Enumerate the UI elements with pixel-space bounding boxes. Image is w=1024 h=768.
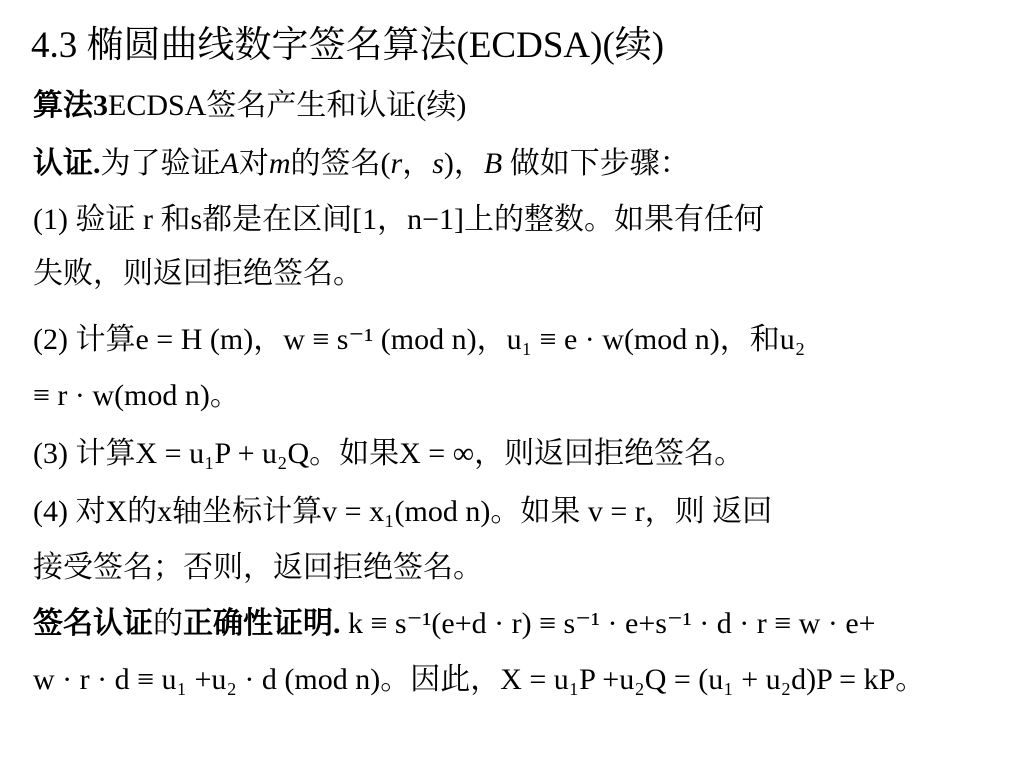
verify-part-5: 做如下步骤： (502, 147, 690, 180)
step-4-line-1: (4) 对X的x轴坐标计算v = x₁(mod n)。如果 v = r，则 返回 (33, 495, 773, 528)
step-2-line-2: ≡ r · w(mod n)。 (33, 379, 240, 412)
verify-part-4: )， (443, 147, 484, 180)
page-title: 4.3 椭圆曲线数字签名算法(ECDSA)(续) (31, 25, 665, 66)
proof-line-1 (33, 604, 876, 644)
verify-var-m: m (268, 147, 291, 180)
verify-var-s: s (432, 147, 444, 180)
proof-formula-1: k ≡ s⁻¹(e+d · r) ≡ s⁻¹ · e+s⁻¹ · d · r ≡ w · e+ (340, 607, 876, 640)
verify-part-1: 为了验证 (100, 147, 221, 180)
verify-intro (33, 144, 690, 184)
algorithm-heading (33, 86, 466, 126)
proof-line-2: w · r · d ≡ u₁ +u₂ · d (mod n)。因此，X = u₁P +u₂Q = (u₁ + u₂d)P = kP。 (33, 663, 926, 696)
step-3: (3) 计算X = u₁P + u₂Q。如果X = ∞，则返回拒绝签名。 (33, 437, 745, 470)
verify-part-3: 的签名( (290, 147, 391, 180)
verify-var-b: B (483, 147, 503, 180)
algorithm-label: 算法3 (33, 89, 108, 122)
verify-label: 认证. (33, 147, 101, 180)
verify-var-r: r (390, 147, 403, 180)
step-4-line-2: 接受签名；否则，返回拒绝签名。 (33, 551, 483, 584)
algorithm-text: ECDSA签名产生和认证(续) (108, 89, 467, 122)
step-1-line-1: (1) 验证 r 和s都是在区间[1，n−1]上的整数。如果有任何 (33, 203, 765, 236)
proof-connector: 的 (153, 607, 183, 640)
verify-comma: ， (402, 147, 433, 180)
step-2-line-1: (2) 计算e = H (m)，w ≡ s⁻¹ (mod n)，u₁ ≡ e · w(mod n)，和u₂ (33, 323, 806, 356)
proof-label-1: 签名认证 (33, 607, 153, 640)
verify-var-a: A (220, 147, 239, 180)
proof-label-2: 正确性证明. (183, 607, 341, 640)
verify-part-2: 对 (238, 147, 269, 180)
step-1-line-2: 失败，则返回拒绝签名。 (33, 257, 363, 290)
